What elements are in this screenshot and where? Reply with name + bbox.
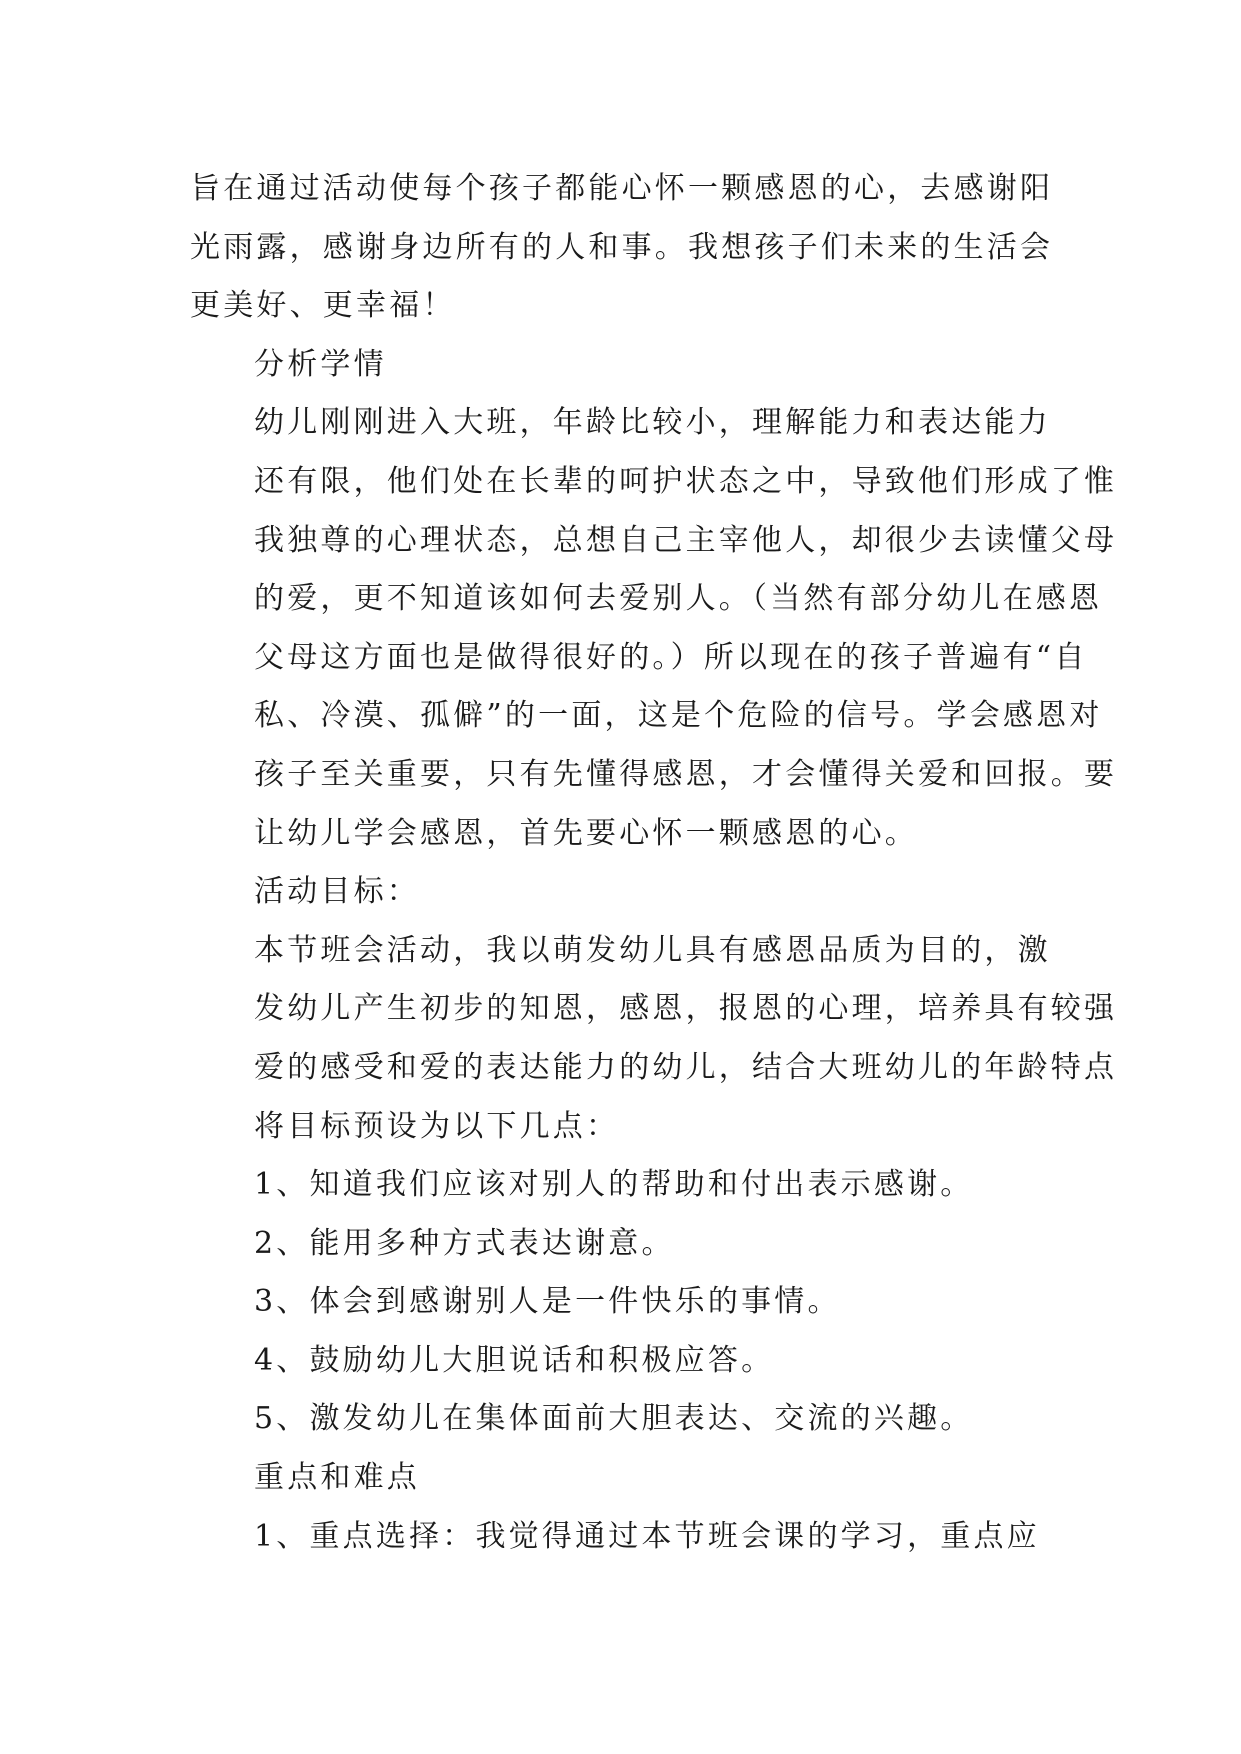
text-line: 我独尊的心理状态，总想自己主宰他人，却很少去读懂父母 bbox=[254, 522, 1118, 558]
paragraph-goal-4 bbox=[190, 1332, 1050, 1391]
text-line: 更美好、更幸福！ bbox=[190, 288, 456, 324]
paragraph-intro-tail bbox=[190, 160, 1054, 336]
paragraph-goal-3 bbox=[190, 1273, 1050, 1332]
text-line: 本节班会活动，我以萌发幼儿具有感恩品质为目的，激 bbox=[254, 932, 1051, 968]
text-line: 还有限，他们处在长辈的呵护状态之中，导致他们形成了惟 bbox=[254, 463, 1118, 499]
paragraph-analysis-body bbox=[190, 394, 1118, 863]
paragraph-heading-key-points bbox=[190, 1449, 1050, 1508]
document-body bbox=[190, 160, 1118, 1566]
text-line: 将目标预设为以下几点： bbox=[254, 1108, 620, 1144]
paragraph-key-point-1 bbox=[190, 1508, 1050, 1567]
text-line: 让幼儿学会感恩，首先要心怀一颗感恩的心。 bbox=[254, 815, 918, 851]
text-line: 5、激发幼儿在集体面前大胆表达、交流的兴趣。 bbox=[254, 1401, 974, 1437]
text-line: 孩子至关重要，只有先懂得感恩，才会懂得关爱和回报。要 bbox=[254, 756, 1118, 792]
text-line: 父母这方面也是做得很好的。）所以现在的孩子普遍有“自 bbox=[254, 639, 1088, 675]
paragraph-goal-5 bbox=[190, 1390, 1050, 1449]
paragraph-goals-body bbox=[190, 922, 1118, 1156]
text-line: 光雨露，感谢身边所有的人和事。我想孩子们未来的生活会 bbox=[190, 229, 1054, 265]
text-line: 的爱，更不知道该如何去爱别人。（当然有部分幼儿在感恩 bbox=[254, 581, 1103, 617]
paragraph-goal-2 bbox=[190, 1215, 1050, 1274]
paragraph-goal-1 bbox=[190, 1156, 1050, 1215]
text-line: 4、鼓励幼儿大胆说话和积极应答。 bbox=[254, 1342, 775, 1378]
paragraph-heading-analysis bbox=[190, 336, 1050, 395]
text-line: 爱的感受和爱的表达能力的幼儿，结合大班幼儿的年龄特点 bbox=[254, 1049, 1118, 1085]
text-line: 活动目标： bbox=[254, 874, 420, 910]
paragraph-heading-goals bbox=[190, 863, 1050, 922]
text-line: 重点和难点 bbox=[254, 1460, 420, 1496]
text-line: 私、冷漠、孤僻”的一面，这是个危险的信号。学会感恩对 bbox=[254, 698, 1103, 734]
text-line: 分析学情 bbox=[254, 346, 387, 382]
text-line: 旨在通过活动使每个孩子都能心怀一颗感恩的心，去感谢阳 bbox=[190, 171, 1054, 206]
text-line: 2、能用多种方式表达谢意。 bbox=[254, 1225, 675, 1261]
text-line: 幼儿刚刚进入大班，年龄比较小，理解能力和表达能力 bbox=[254, 405, 1051, 441]
text-line: 1、重点选择：我觉得通过本节班会课的学习，重点应 bbox=[254, 1518, 1040, 1554]
text-line: 3、体会到感谢别人是一件快乐的事情。 bbox=[254, 1284, 841, 1320]
text-line: 1、知道我们应该对别人的帮助和付出表示感谢。 bbox=[254, 1167, 974, 1203]
text-line: 发幼儿产生初步的知恩，感恩，报恩的心理，培养具有较强 bbox=[254, 991, 1118, 1027]
